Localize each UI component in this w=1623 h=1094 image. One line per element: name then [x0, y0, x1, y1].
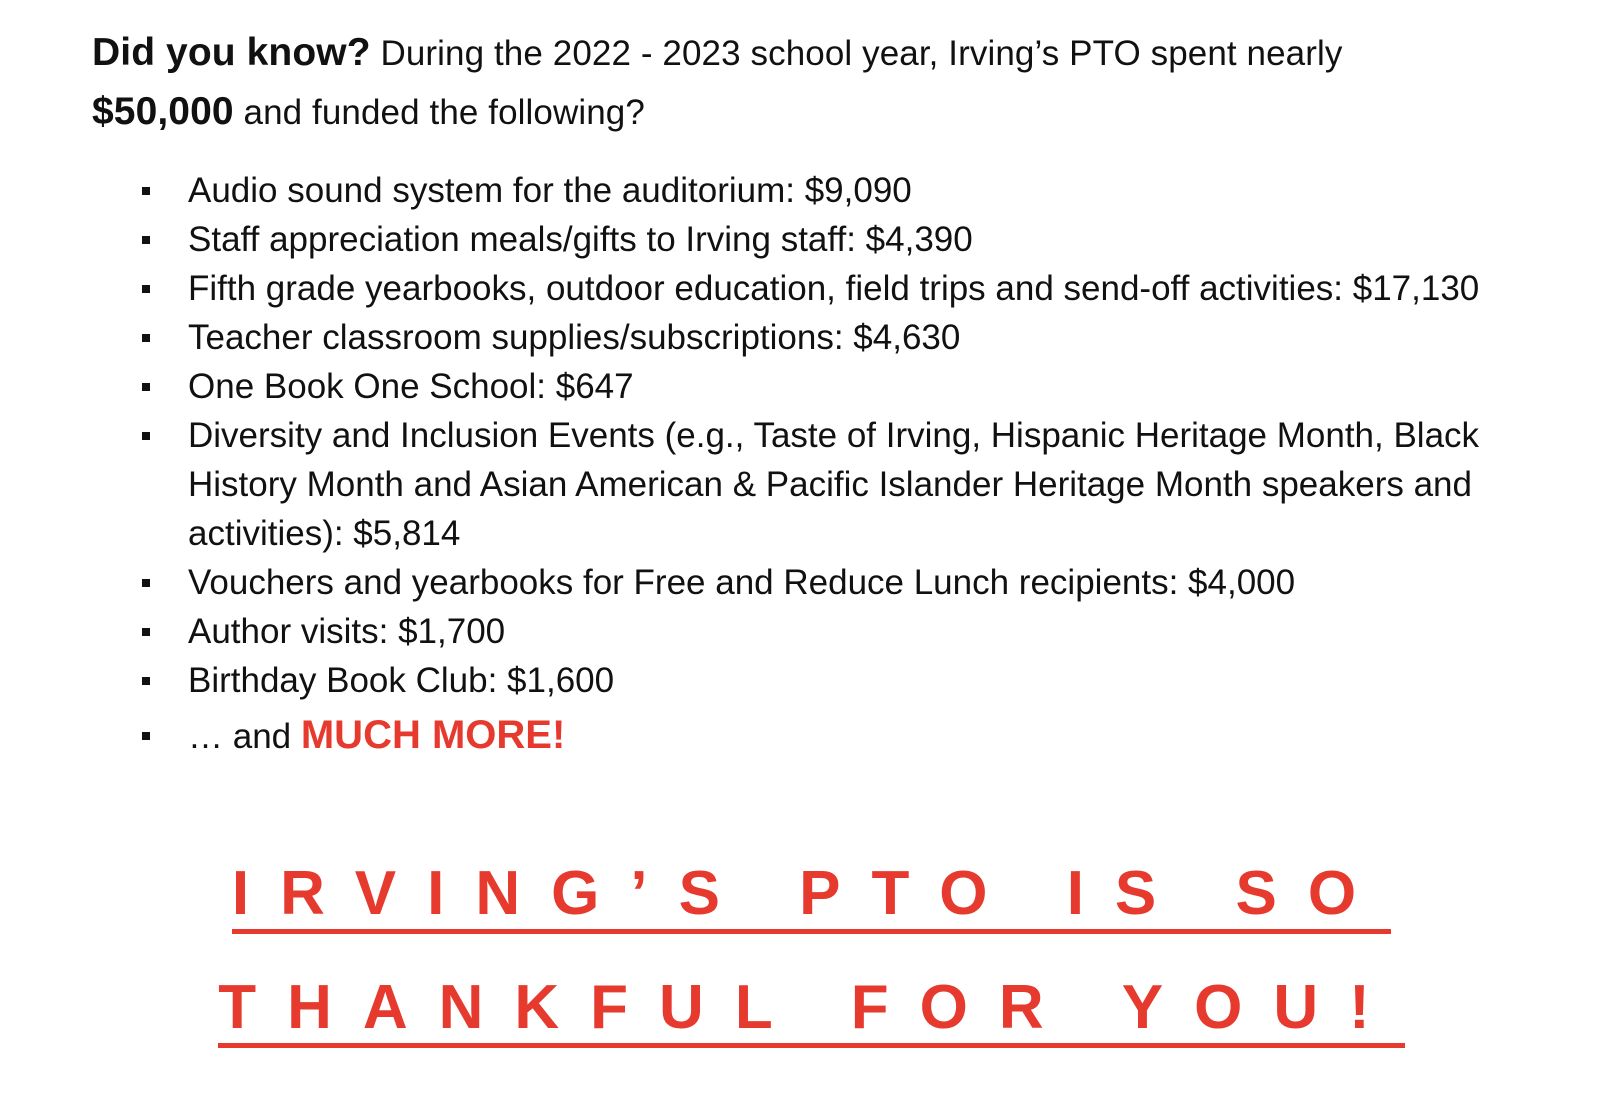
intro-lead-text: During the 2022 - 2023 school year, Irving’s PTO spent nearly	[370, 34, 1343, 73]
list-item-label: Author visits: $1,700	[188, 612, 506, 651]
list-item	[138, 264, 1578, 313]
list-item-label: Diversity and Inclusion Events (e.g., Taste of Irving, Hispanic Heritage Month, Black History Month and Asian American & Pacific Islander Heritage Month speakers and activities): $5,814	[188, 416, 1480, 553]
funded-items-list	[138, 166, 1578, 761]
intro-amount-text: and funded the following?	[233, 93, 645, 132]
square-bullet-icon	[142, 732, 150, 740]
square-bullet-icon	[142, 628, 150, 636]
list-item-label: Vouchers and yearbooks for Free and Reduce Lunch recipients: $4,000	[188, 563, 1296, 602]
list-item	[138, 656, 1578, 705]
much-more-prefix: … and	[188, 717, 301, 756]
square-bullet-icon	[142, 187, 150, 195]
list-item-label: Birthday Book Club: $1,600	[188, 661, 615, 700]
list-item-label: Fifth grade yearbooks, outdoor education, field trips and send-off activities: $17,130	[188, 269, 1480, 308]
list-item	[138, 411, 1578, 558]
intro-paragraph	[92, 24, 1532, 142]
thanks-line-1-text: IRVING’S PTO IS SO	[232, 859, 1391, 934]
square-bullet-icon	[142, 236, 150, 244]
total-spent-amount: $50,000	[92, 90, 234, 133]
list-item-label: Audio sound system for the auditorium: $9,090	[188, 171, 912, 210]
list-item-label: One Book One School: $647	[188, 367, 634, 406]
thanks-line-2-text: THANKFUL FOR YOU!	[218, 973, 1405, 1048]
list-item	[138, 362, 1578, 411]
list-item	[138, 607, 1578, 656]
thanks-banner-line-2	[0, 972, 1623, 1048]
list-item	[138, 166, 1578, 215]
list-item	[138, 215, 1578, 264]
list-item	[138, 558, 1578, 607]
square-bullet-icon	[142, 677, 150, 685]
list-item-much-more	[138, 711, 1578, 761]
square-bullet-icon	[142, 579, 150, 587]
list-item-label: Staff appreciation meals/gifts to Irving staff: $4,390	[188, 220, 973, 259]
did-you-know-heading: Did you know?	[92, 31, 371, 74]
list-item	[138, 313, 1578, 362]
much-more-emphasis: MUCH MORE!	[300, 713, 566, 757]
square-bullet-icon	[142, 334, 150, 342]
square-bullet-icon	[142, 383, 150, 391]
thanks-banner-line-1	[0, 858, 1623, 934]
square-bullet-icon	[142, 432, 150, 440]
square-bullet-icon	[142, 285, 150, 293]
list-item-label: Teacher classroom supplies/subscriptions: $4,630	[188, 318, 961, 357]
